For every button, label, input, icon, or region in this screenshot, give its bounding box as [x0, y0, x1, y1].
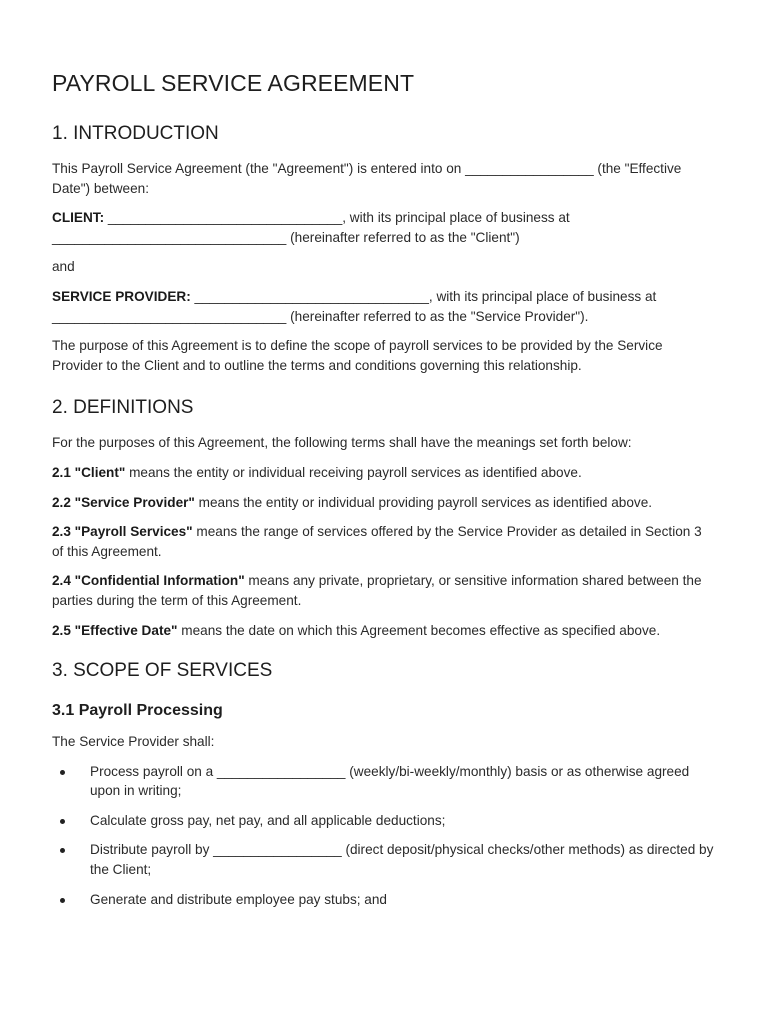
- document-title: PAYROLL SERVICE AGREEMENT: [52, 70, 415, 96]
- list-item: [52, 811, 714, 831]
- definitions-lead: For the purposes of this Agreement, the following terms shall have the meanings set forth below:: [52, 435, 632, 451]
- list-item-text: Generate and distribute employee pay stubs; and: [90, 891, 387, 907]
- bullet-icon: [60, 898, 65, 903]
- section-definitions: [52, 397, 714, 640]
- section-scope: [52, 660, 714, 909]
- subsection-heading-payroll-processing: 3.1 Payroll Processing: [52, 702, 223, 720]
- provider-paragraph: [52, 287, 714, 326]
- definition-term: 2.5 "Effective Date": [52, 622, 178, 638]
- bullet-icon: [60, 848, 65, 853]
- definition-item: [52, 463, 714, 483]
- list-item: [52, 840, 714, 879]
- list-item: [52, 762, 714, 801]
- definition-term: 2.3 "Payroll Services": [52, 524, 193, 540]
- list-item-text: Calculate gross pay, net pay, and all applicable deductions;: [90, 812, 446, 828]
- definition-item: [52, 571, 714, 610]
- definition-text: means the entity or individual receiving payroll services as identified above.: [125, 464, 582, 480]
- definition-term: 2.4 "Confidential Information": [52, 573, 245, 589]
- definition-text: means the date on which this Agreement becomes effective as specified above.: [177, 622, 661, 638]
- client-text: _______________________________, with its principal place of business at _______________________________ (hereinafter referred to as the "Client"): [52, 210, 570, 245]
- definition-text: means any private, proprietary, or sensitive information shared between the parties during the term of this Agreement.: [52, 573, 702, 608]
- scope-bullet-list: [52, 762, 714, 910]
- client-paragraph: [52, 208, 714, 247]
- definition-item: [52, 522, 714, 561]
- definition-item: [52, 493, 714, 513]
- intro-paragraph: This Payroll Service Agreement (the "Agreement") is entered into on _________________ (the "Effective Date") between:: [52, 161, 682, 196]
- definition-text: means the range of services offered by the Service Provider as detailed in Section 3 of this Agreement.: [52, 524, 702, 559]
- definition-term: 2.2 "Service Provider": [52, 494, 195, 510]
- list-item: [52, 890, 714, 910]
- provider-text: _______________________________, with its principal place of business at _______________________________ (hereinafter referred to as the "Service Provider").: [52, 288, 657, 324]
- bullet-icon: [60, 770, 65, 775]
- definition-text: means the entity or individual providing payroll services as identified above.: [194, 494, 653, 510]
- purpose-paragraph: The purpose of this Agreement is to define the scope of payroll services to be provided by the Service Provider to the Client and to outline the terms and conditions governing this relationship.: [52, 338, 663, 373]
- bullet-icon: [60, 819, 65, 824]
- section-introduction: [52, 123, 714, 375]
- section-heading-definitions: 2. DEFINITIONS: [52, 397, 194, 419]
- scope-lead: The Service Provider shall:: [52, 734, 215, 750]
- client-label: CLIENT:: [52, 210, 105, 226]
- provider-label: SERVICE PROVIDER:: [52, 288, 191, 304]
- list-item-text: Distribute payroll by _________________ (direct deposit/physical checks/other methods) as directed by the Client;: [90, 842, 714, 878]
- definition-term: 2.1 "Client": [52, 464, 126, 480]
- definition-item: [52, 621, 714, 641]
- section-heading-scope: 3. SCOPE OF SERVICES: [52, 660, 273, 682]
- and-paragraph: and: [52, 259, 75, 275]
- section-heading-introduction: 1. INTRODUCTION: [52, 123, 219, 144]
- list-item-text: Process payroll on a _________________ (weekly/bi-weekly/monthly) basis or as otherwise agreed upon in writing;: [90, 763, 690, 799]
